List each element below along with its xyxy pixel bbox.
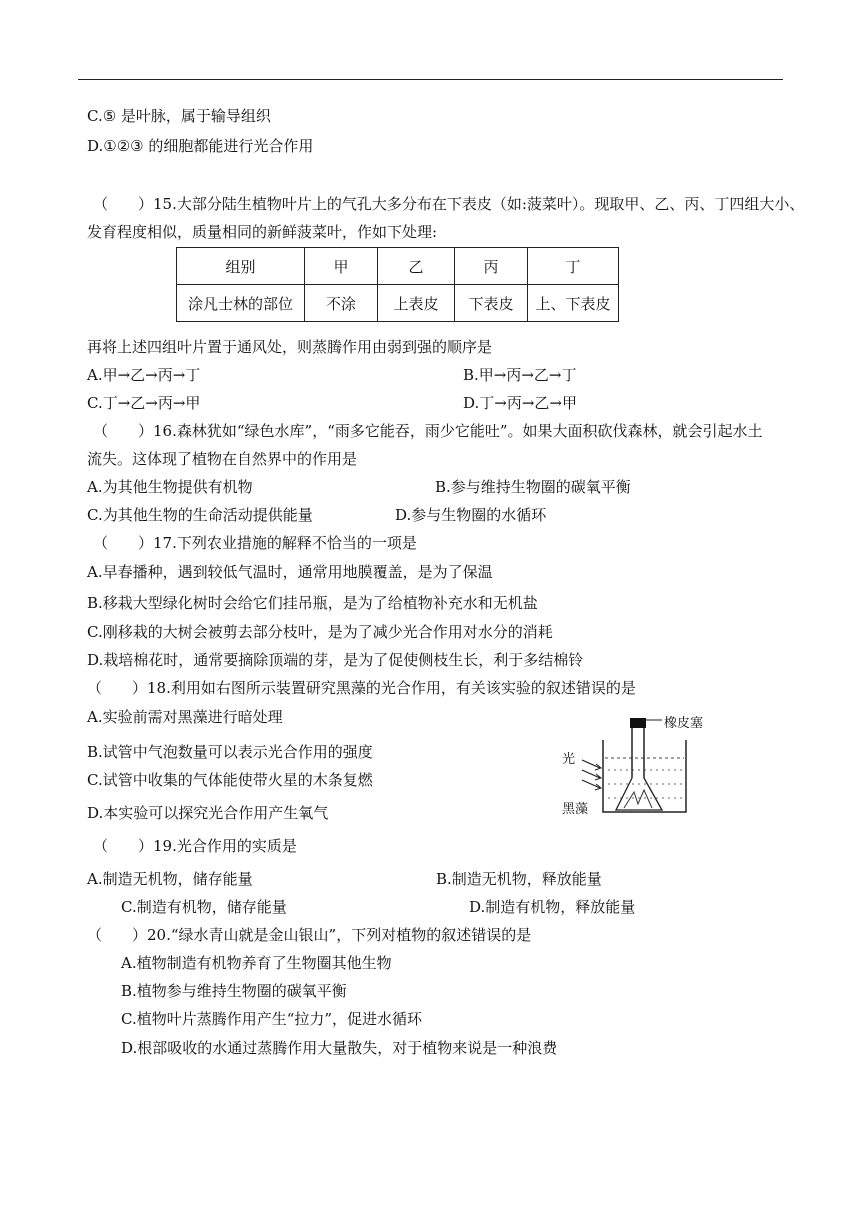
q15-option-b: B.甲→丙→乙→丁 <box>463 366 577 384</box>
q15-option-d: D.丁→丙→乙→甲 <box>463 394 577 412</box>
q19-stem: （ ）19.光合作用的实质是 <box>93 837 297 855</box>
header-rule <box>78 79 783 80</box>
q17-option-b: B.移栽大型绿化树时会给它们挂吊瓶，是为了给植物补充水和无机盐 <box>87 594 538 612</box>
q15-option-a: A.甲→乙→丙→丁 <box>87 366 201 384</box>
q16-option-d: D.参与生物圈的水循环 <box>395 506 547 524</box>
table-cell: 不涂 <box>305 285 378 322</box>
label-stopper: 橡皮塞 <box>664 716 704 731</box>
q15-option-c: C.丁→乙→丙→甲 <box>87 394 201 412</box>
q15-stem-line1: （ ）15.大部分陆生植物叶片上的气孔大多分布在下表皮（如:菠菜叶）。现取甲、乙、丙、丁四组大小、 <box>93 195 805 213</box>
q14-option-d: D.①②③ 的细胞都能进行光合作用 <box>87 137 314 155</box>
q20-option-c: C.植物叶片蒸腾作用产生“拉力”，促进水循环 <box>121 1010 423 1028</box>
table-cell: 上表皮 <box>378 285 455 322</box>
q20-option-a: A.植物制造有机物养育了生物圈其他生物 <box>121 954 392 972</box>
q15-table <box>176 247 619 322</box>
table-cell: 丙 <box>455 248 528 285</box>
q16-stem-line2: 流失。这体现了植物在自然界中的作用是 <box>87 450 358 468</box>
q16-option-b: B.参与维持生物圈的碳氧平衡 <box>435 478 631 496</box>
q16-stem-line1: （ ）16.森林犹如“绿色水库”，“雨多它能吞，雨少它能吐”。如果大面积砍伐森林，就会引起水土 <box>93 422 763 440</box>
q16-option-c: C.为其他生物的生命活动提供能量 <box>87 506 313 524</box>
q16-option-a: A.为其他生物提供有机物 <box>87 478 253 496</box>
q17-option-d: D.栽培棉花时，通常要摘除顶端的芽，是为了促使侧枝生长，利于多结棉铃 <box>87 651 584 669</box>
q19-option-b: B.制造无机物，释放能量 <box>436 870 602 888</box>
q17-option-a: A.早春播种，遇到较低气温时，通常用地膜覆盖，是为了保温 <box>87 563 493 581</box>
q15-stem-line2: 发育程度相似，质量相同的新鲜菠菜叶，作如下处理: <box>87 223 438 241</box>
table-cell: 下表皮 <box>455 285 528 322</box>
q18-apparatus-figure <box>558 712 718 822</box>
q19-option-c: C.制造有机物，储存能量 <box>121 898 287 916</box>
q17-option-c: C.刚移栽的大树会被剪去部分枝叶，是为了减少光合作用对水分的消耗 <box>87 623 553 641</box>
q20-option-d: D.根部吸收的水通过蒸腾作用大量散失，对于植物来说是一种浪费 <box>121 1039 558 1057</box>
table-row <box>177 285 619 322</box>
table-row <box>177 248 619 285</box>
table-cell: 甲 <box>305 248 378 285</box>
q18-option-a: A.实验前需对黑藻进行暗处理 <box>87 708 283 726</box>
q18-option-d: D.本实验可以探究光合作用产生氧气 <box>87 804 329 822</box>
q19-option-a: A.制造无机物，储存能量 <box>87 870 253 888</box>
label-light: 光 <box>562 752 576 767</box>
q20-option-b: B.植物参与维持生物圈的碳氧平衡 <box>121 982 347 1000</box>
q15-after-text: 再将上述四组叶片置于通风处，则蒸腾作用由弱到强的顺序是 <box>87 338 493 356</box>
table-cell: 上、下表皮 <box>528 285 619 322</box>
q17-stem: （ ）17.下列农业措施的解释不恰当的一项是 <box>93 534 417 552</box>
table-cell: 乙 <box>378 248 455 285</box>
label-algae: 黑藻 <box>562 802 589 817</box>
table-cell: 丁 <box>528 248 619 285</box>
q18-option-c: C.试管中收集的气体能使带火星的木条复燃 <box>87 771 373 789</box>
q20-stem: （ ）20.“绿水青山就是金山银山”，下列对植物的叙述错误的是 <box>87 926 532 944</box>
q19-option-d: D.制造有机物，释放能量 <box>469 898 636 916</box>
q18-option-b: B.试管中气泡数量可以表示光合作用的强度 <box>87 743 373 761</box>
q18-stem: （ ）18.利用如右图所示装置研究黑藻的光合作用，有关该实验的叙述错误的是 <box>87 679 636 697</box>
q14-option-c: C.⑤ 是叶脉，属于输导组织 <box>87 107 271 125</box>
table-cell: 组别 <box>177 248 305 285</box>
table-cell: 涂凡士林的部位 <box>177 285 305 322</box>
